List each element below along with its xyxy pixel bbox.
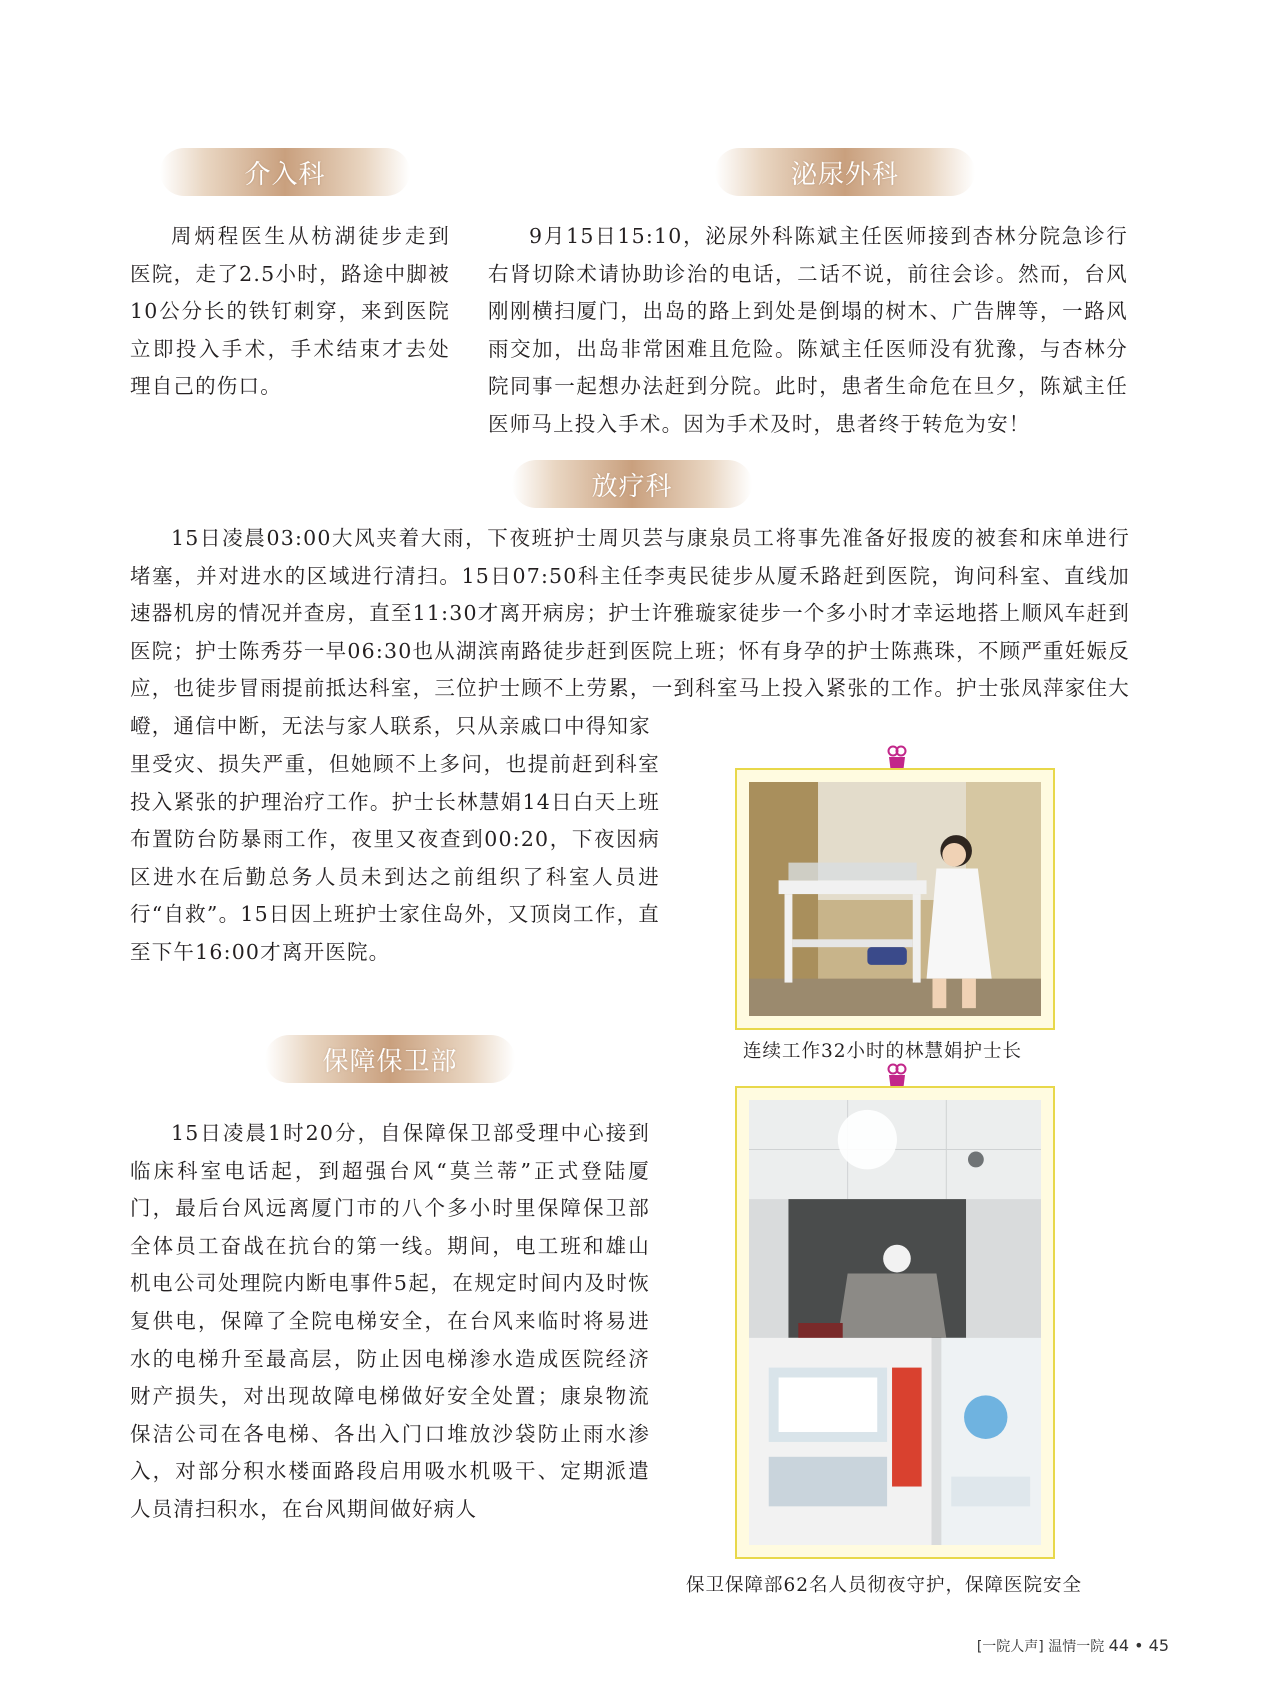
photo-caption-security: 保卫保障部62名人员彻夜守护，保障医院安全 <box>686 1575 1083 1596</box>
urology-body: 9月15日15:10，泌尿外科陈斌主任医师接到杏林分院急诊行右肾切除术请协助诊治的电话，二话不说，前往会诊。然而，台风刚刚横扫厦门，出岛的路上到处是倒塌的树木、广告牌等，一路风雨交加，出岛非常困难且危险。陈斌主任医师没有犹豫，与杏林分院同事一起想办法赶到分院。此时，患者生命危在旦夕，陈斌主任医师马上投入手术。因为手术及时，患者终于转危为安！ <box>488 224 1128 436</box>
footer-column-name: [一院人声] 温情一院 <box>976 1639 1105 1655</box>
radiotherapy-body-continued: 里受灾、损失严重，但她顾不上多问，也提前赶到科室投入紧张的护理治疗工作。护士长林慧娟14日白天上班布置防台防暴雨工作，夜里又夜查到00:20，下夜因病区进水在后勤总务人员未到达之前组织了科室人员进行“自救”。15日因上班护士家住岛外，又顶岗工作，直至下午16:00才离开医院。 <box>130 752 660 964</box>
photo-frame-nurse <box>735 768 1055 1030</box>
radiotherapy-body: 15日凌晨03:00大风夹着大雨，下夜班护士周贝芸与康泉员工将事先准备好报废的被套和床单进行堵塞，并对进水的区域进行清扫。15日07:50科主任李夷民徒步从厦禾路赶到医院，询问科室、直线加速器机房的情况并查房，直至11:30才离开病房；护士许雅璇家徒步一个多小时才幸运地搭上顺风车赶到医院；护士陈秀芬一早06:30也从湖滨南路徒步赶到医院上班；怀有身孕的护士陈燕珠，不顾严重妊娠反应，也徒步冒雨提前抵达科室，三位护士顾不上劳累，一到科室马上投入紧张的工作。护士张凤萍家住大嶝，通信中断，无法与家人联系，只从亲戚口中得知家 <box>130 526 1130 738</box>
photo-frame-security <box>735 1086 1055 1559</box>
photo-caption-nurse: 连续工作32小时的林慧娟护士长 <box>743 1041 1023 1062</box>
photo-nurse-at-work <box>749 782 1041 1016</box>
section-title-urology: 泌尿外科 <box>715 148 975 196</box>
section-title-security: 保障保卫部 <box>265 1035 515 1083</box>
page-numbers: 44 • 45 <box>1108 1636 1169 1655</box>
photo-elevator-repair <box>749 1100 1041 1545</box>
page-footer <box>977 1636 1169 1656</box>
interventional-body: 周炳程医生从枋湖徒步走到医院，走了2.5小时，路途中脚被10公分长的铁钉刺穿，来到医院立即投入手术，手术结束才去处理自己的伤口。 <box>130 224 450 399</box>
section-title-interventional: 介入科 <box>160 148 410 196</box>
security-body: 15日凌晨1时20分，自保障保卫部受理中心接到临床科室电话起，到超强台风“莫兰蒂”正式登陆厦门，最后台风远离厦门市的八个多小时里保障保卫部全体员工奋战在抗台的第一线。期间，电工班和雄山机电公司处理院内断电事件5起，在规定时间内及时恢复供电，保障了全院电梯安全，在台风来临时将易进水的电梯升至最高层，防止因电梯渗水造成医院经济财产损失，对出现故障电梯做好安全处置；康泉物流保洁公司在各电梯、各出入门口堆放沙袋防止雨水渗入，对部分积水楼面路段启用吸水机吸干、定期派遣人员清扫积水，在台风期间做好病人 <box>130 1121 650 1521</box>
section-title-radiotherapy: 放疗科 <box>512 460 752 508</box>
